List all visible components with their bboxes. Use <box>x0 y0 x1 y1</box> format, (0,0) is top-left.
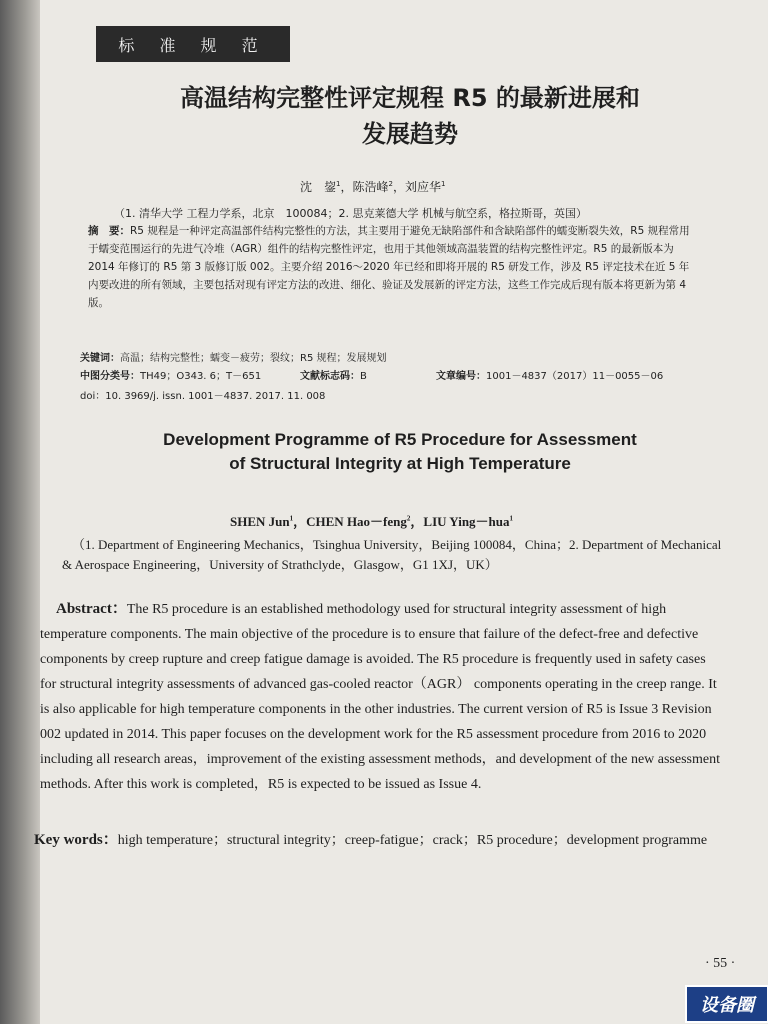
clc-value: TH49；O343. 6；T－651 <box>140 371 262 382</box>
chinese-abstract <box>88 222 698 312</box>
english-title-line-2: of Structural Integrity at High Temperature <box>229 454 571 473</box>
english-affiliation: （1. Department of Engineering Mechanics，Tsinghua University，Beijing 100084，China；2. Department of Mechanical & Aerospace Engineering，University of Strathclyde，Glasgow，G1 1XJ，UK） <box>62 537 722 572</box>
journal-page <box>34 0 768 1024</box>
author-affil-mark: 1 <box>441 180 446 188</box>
chinese-title-line-1: 高温结构完整性评定规程 R5 的最新进展和 <box>180 84 640 112</box>
article-number-label: 文章编号： <box>436 371 486 382</box>
chinese-authors: 沈 鋆$^1$，陈浩峰$^2$，刘应华$^1$ <box>300 180 446 194</box>
english-abstract <box>40 597 720 797</box>
article-number-value: 1001－4837（2017）11－0055－06 <box>486 371 664 382</box>
english-title-line-1: Development Programme of R5 Procedure for Assessment <box>163 430 637 449</box>
author-affil-mark: 1 <box>289 514 294 523</box>
author-name: CHEN Hao－feng <box>306 514 407 529</box>
facing-page-edge <box>0 0 40 1024</box>
english-keywords-text: high temperature；structural integrity；creep-fatigue；crack；R5 procedure；development programme <box>117 833 708 848</box>
doc-code <box>300 367 367 382</box>
chinese-title <box>130 80 690 152</box>
doi: doi：10. 3969/j. issn. 1001－4837. 2017. 11. 008 <box>80 391 326 402</box>
english-abstract-text: The R5 procedure is an established methodology used for structural integrity assessment of high temperature components. The main objective of the procedure is to ensure that failure of the defect-free and defective components by creep rupture and creep fatigue damage is avoided. The R5 procedure is frequently used in safety cases for structural integrity assessments of advanced gas-cooled reactor（AGR） components operating in the creep range. It is also applicable for high temperature components in the other industries. The current version of R5 is Issue 3 Revision 002 updated in 2014. This paper focuses on the development work for the R5 assessment procedure from 2016 to 2020 including all research areas，improvement of the existing assessment methods，and development of the new assessment methods. After this work is completed，R5 is expected to be issued as Issue 4. <box>40 602 720 792</box>
english-keywords <box>34 825 724 856</box>
english-keywords-label: Key words： <box>34 832 118 848</box>
article-number <box>436 367 663 382</box>
chinese-affiliation: （1. 清华大学 工程力学系，北京 100084；2. 思克莱德大学 机械与航空系，格拉斯哥，英国） <box>114 207 587 220</box>
english-authors: SHEN Jun$^1$，CHEN Hao－feng$^2$，LIU Ying－hua$^1$ <box>230 514 514 529</box>
chinese-keywords-label: 关键词： <box>80 353 120 364</box>
chinese-keywords <box>80 349 387 364</box>
author-name: SHEN Jun <box>230 514 290 529</box>
author-name: 刘应华 <box>405 180 442 194</box>
author-name: 陈浩峰 <box>352 180 389 194</box>
author-affil-mark: 1 <box>509 514 514 523</box>
chinese-abstract-label: 摘 要： <box>88 225 130 237</box>
english-abstract-label: Abstract： <box>56 601 127 617</box>
english-title <box>110 428 690 476</box>
section-tag: 标 准 规 范 <box>96 26 290 62</box>
doc-code-label: 文献标志码： <box>300 371 360 382</box>
author-affil-mark: 1 <box>336 180 341 188</box>
chinese-keywords-text: 高温；结构完整性；蠕变－疲劳；裂纹；R5 规程；发展规划 <box>120 353 387 364</box>
author-affil-mark: 2 <box>388 180 393 188</box>
author-name: LIU Ying－hua <box>423 514 510 529</box>
doc-code-value: B <box>360 371 367 382</box>
classification-line <box>80 367 720 382</box>
chinese-abstract-text: R5 规程是一种评定高温部件结构完整性的方法，其主要用于避免无缺陷部件和含缺陷部件的蠕变断裂失效，R5 规程常用于蠕变范围运行的先进气冷堆（AGR）组件的结构完整性评定，也用于其他领域高温装置的结构完整性评定。R5 的最新版本为 2014 年修订的 R5 第 3 版修订版 002。主要介绍 2016～2020 年已经和即将开展的 R5 研发工作，涉及 R5 评定技术在近 5 年内要改进的所有领域，主要包括对现有评定方法的改进、细化、验证及发展新的评定方法，这些工作完成后现有版本将更新为第 4 版。 <box>88 225 690 309</box>
page-number: · 55 · <box>705 956 736 971</box>
watermark-logo: 设备圈 <box>685 985 768 1023</box>
clc-label: 中图分类号： <box>80 371 140 382</box>
author-name: 沈 鋆 <box>300 180 337 194</box>
author-affil-mark: 2 <box>406 514 411 523</box>
chinese-title-line-2: 发展趋势 <box>362 120 458 148</box>
